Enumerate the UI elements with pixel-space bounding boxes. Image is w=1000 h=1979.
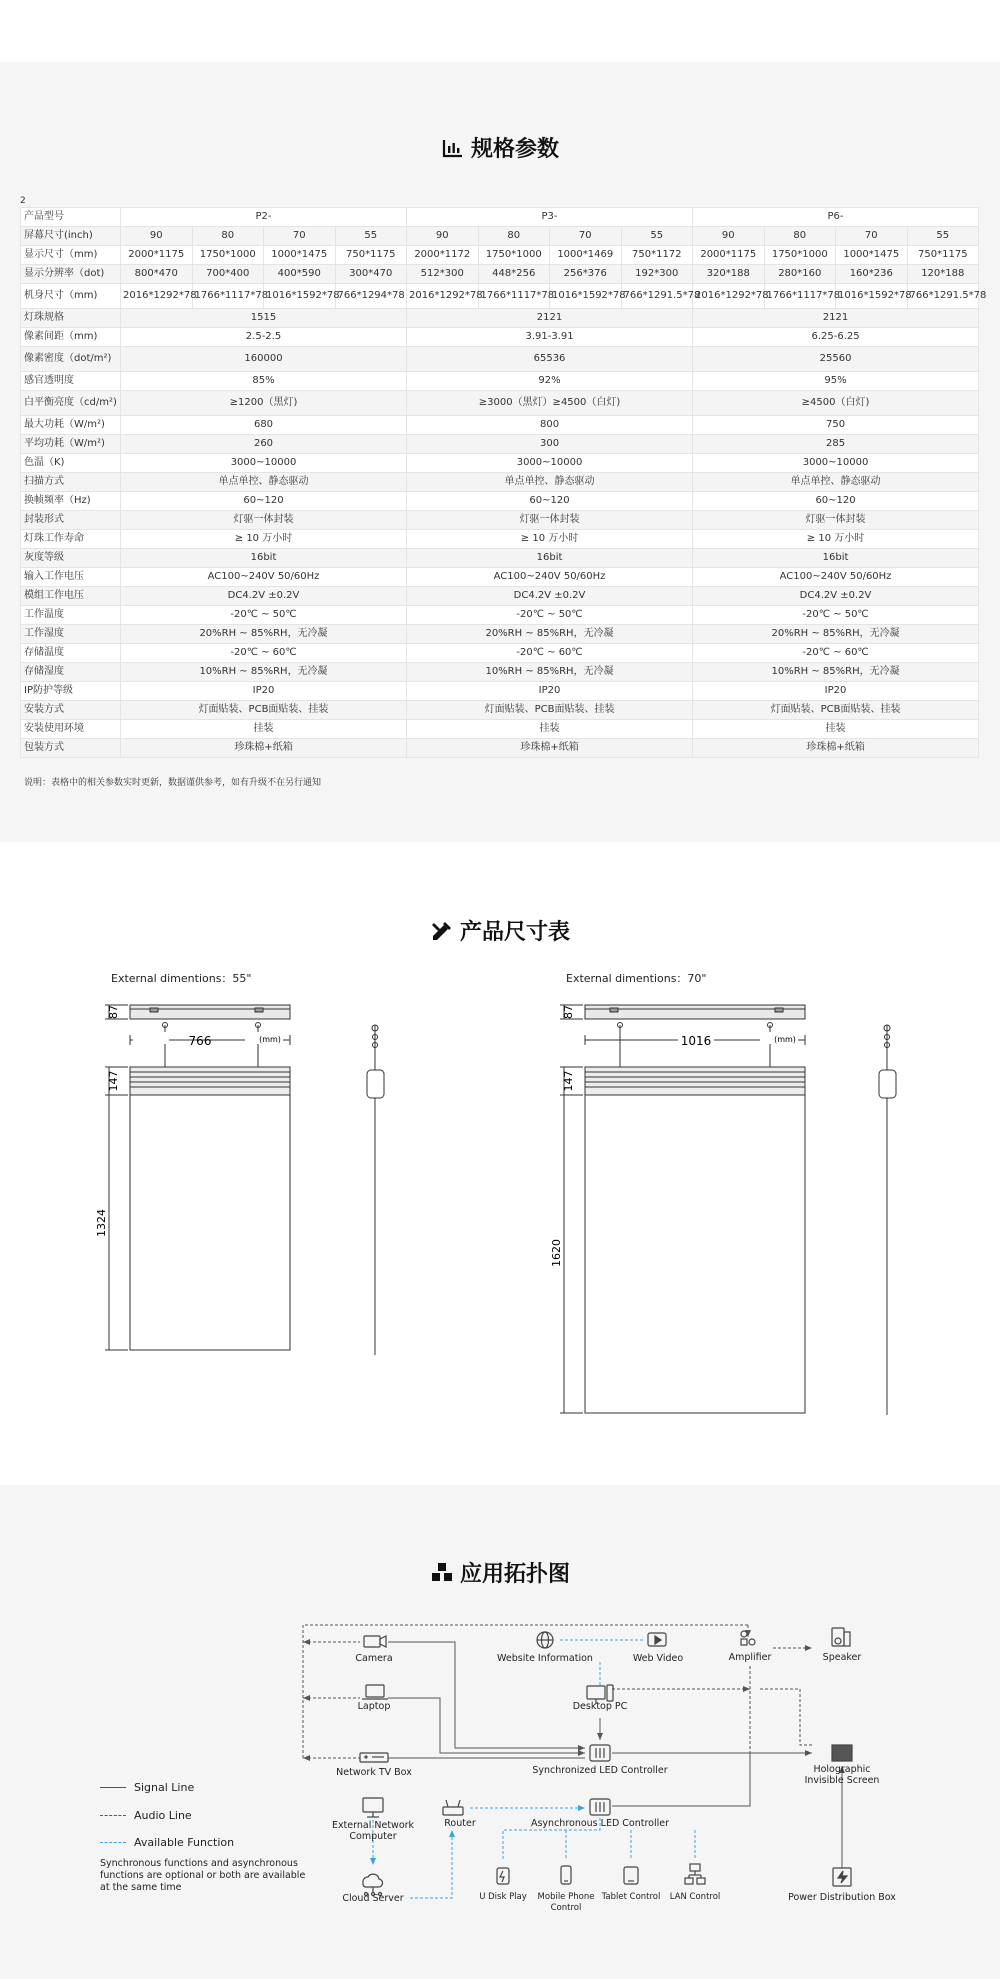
audio-line-label: Audio Line [134, 1809, 192, 1822]
row-label-cell: 灰度等级 [21, 549, 121, 568]
value-cell: 2.5-2.5 [121, 328, 407, 347]
table-row [21, 309, 979, 328]
value-cell: 85% [121, 372, 407, 391]
lan-control-label: LAN Control [669, 1892, 721, 1902]
screen-icon [832, 1745, 852, 1761]
table-row [21, 284, 979, 309]
row-label-cell: 存储温度 [21, 644, 121, 663]
value-cell: 80 [764, 227, 836, 246]
table-row [21, 208, 979, 227]
topology-title-text: 应用拓扑图 [459, 1562, 570, 1587]
value-cell: IP20 [407, 682, 693, 701]
dim-70-depth: 147 [562, 1070, 575, 1092]
row-label-cell: 显示分辨率（dot) [21, 265, 121, 284]
value-cell: 80 [478, 227, 550, 246]
value-cell: 750*1175 [907, 246, 979, 265]
amplifier-label: Amplifier [728, 1652, 772, 1663]
value-cell: 280*160 [764, 265, 836, 284]
power-box-icon [833, 1868, 851, 1886]
value-cell: 2000*1175 [693, 246, 765, 265]
website-information-label: Website Information [497, 1653, 593, 1664]
laptop-icon [362, 1685, 388, 1699]
model-header-cell: P6- [693, 208, 979, 227]
row-label-cell: 换帧频率（Hz) [21, 492, 121, 511]
table-row [21, 511, 979, 530]
cubes-icon [430, 1561, 454, 1585]
holographic-screen-label: Holographic Invisible Screen [804, 1764, 880, 1786]
value-cell: 1750*1000 [478, 246, 550, 265]
dim-70-width: 1016 [680, 1034, 712, 1048]
value-cell: 766*1294*78 [335, 284, 407, 309]
value-cell: 160000 [121, 347, 407, 372]
value-cell: 16bit [407, 549, 693, 568]
value-cell: 70 [264, 227, 336, 246]
value-cell: 单点单控、静态驱动 [407, 473, 693, 492]
bar-chart-icon [441, 136, 465, 160]
dim-55-unit: (mm) [259, 1035, 281, 1044]
value-cell: DC4.2V ±0.2V [121, 587, 407, 606]
row-label-cell: 显示尺寸（mm) [21, 246, 121, 265]
row-label-cell: IP防护等级 [21, 682, 121, 701]
value-cell: -20℃ ~ 60℃ [121, 644, 407, 663]
row-label-cell: 屏幕尺寸(inch) [21, 227, 121, 246]
value-cell: 挂装 [407, 720, 693, 739]
speaker-icon [832, 1628, 850, 1646]
table-row [21, 625, 979, 644]
value-cell: 90 [407, 227, 479, 246]
value-cell: 60~120 [407, 492, 693, 511]
value-cell: -20℃ ~ 50℃ [407, 606, 693, 625]
laptop-label: Laptop [357, 1701, 391, 1712]
value-cell: 80 [192, 227, 264, 246]
dim-55-top: 87 [107, 1005, 120, 1019]
row-label-cell: 包装方式 [21, 739, 121, 758]
value-cell: 25560 [693, 347, 979, 372]
value-cell: 1750*1000 [764, 246, 836, 265]
value-cell: 256*376 [550, 265, 622, 284]
value-cell: 1000*1475 [836, 246, 908, 265]
table-row [21, 663, 979, 682]
table-row [21, 644, 979, 663]
row-label-cell: 扫描方式 [21, 473, 121, 492]
computer-icon [363, 1798, 383, 1817]
value-cell: 1000*1469 [550, 246, 622, 265]
value-cell: 1750*1000 [192, 246, 264, 265]
signal-line-swatch [100, 1787, 126, 1788]
value-cell: 2016*1292*78 [693, 284, 765, 309]
table-row [21, 454, 979, 473]
value-cell: 16bit [121, 549, 407, 568]
table-row [21, 682, 979, 701]
table-row [21, 347, 979, 372]
camera-label: Camera [355, 1653, 393, 1664]
available-function-label: Available Function [134, 1836, 235, 1849]
spec-title [0, 132, 1000, 163]
value-cell: 3000~10000 [407, 454, 693, 473]
size-title [0, 915, 1000, 946]
table-row [21, 739, 979, 758]
router-label: Router [444, 1818, 476, 1829]
model-header-cell: P3- [407, 208, 693, 227]
value-cell: 灯驱一体封装 [121, 511, 407, 530]
mobile-phone-icon [561, 1866, 571, 1884]
table-row [21, 530, 979, 549]
table-row [21, 587, 979, 606]
value-cell: 192*300 [621, 265, 693, 284]
value-cell: 灯面贴装、PCB面贴装、挂装 [693, 701, 979, 720]
value-cell: 320*188 [693, 265, 765, 284]
value-cell: 6.25-6.25 [693, 328, 979, 347]
row-label-cell: 灯珠工作寿命 [21, 530, 121, 549]
value-cell: IP20 [693, 682, 979, 701]
value-cell: 灯驱一体封装 [693, 511, 979, 530]
value-cell: AC100~240V 50/60Hz [407, 568, 693, 587]
value-cell: 1766*1117*78 [764, 284, 836, 309]
table-row [21, 328, 979, 347]
value-cell: ≥4500（白灯) [693, 391, 979, 416]
value-cell: 挂装 [693, 720, 979, 739]
value-cell: 750*1172 [621, 246, 693, 265]
value-cell: 10%RH ~ 85%RH，无冷凝 [407, 663, 693, 682]
cloud-server-label: Cloud Server [342, 1893, 404, 1904]
value-cell: IP20 [121, 682, 407, 701]
value-cell: 10%RH ~ 85%RH，无冷凝 [693, 663, 979, 682]
value-cell: 300 [407, 435, 693, 454]
row-label-cell: 存储湿度 [21, 663, 121, 682]
value-cell: 珍珠棉+纸箱 [121, 739, 407, 758]
model-header-cell: P2- [121, 208, 407, 227]
value-cell: 单点单控、静态驱动 [121, 473, 407, 492]
table-row [21, 435, 979, 454]
value-cell: 2016*1292*78 [407, 284, 479, 309]
value-cell: 766*1291.5*78 [621, 284, 693, 309]
dim-55-depth: 147 [107, 1070, 120, 1092]
synchronized-led-controller-label: Synchronized LED Controller [532, 1765, 668, 1776]
size-title-text: 产品尺寸表 [459, 920, 570, 945]
row-label-cell: 机身尺寸（mm) [21, 284, 121, 309]
drawing-label-55: External dimentions：55" [111, 972, 252, 985]
globe-icon [537, 1632, 553, 1648]
dim-70-height: 1620 [550, 1239, 563, 1267]
dim-55-height: 1324 [95, 1209, 108, 1237]
value-cell: 3000~10000 [121, 454, 407, 473]
value-cell: 2016*1292*78 [121, 284, 193, 309]
value-cell: 285 [693, 435, 979, 454]
row-label-cell: 像素间距（mm) [21, 328, 121, 347]
value-cell: 1000*1475 [264, 246, 336, 265]
legend-signal-line [100, 1781, 194, 1794]
row-label-cell: 像素密度（dot/m²) [21, 347, 121, 372]
value-cell: 1016*1592*78 [836, 284, 908, 309]
value-cell: 700*400 [192, 265, 264, 284]
tablet-control-label: Tablet Control [601, 1892, 661, 1902]
value-cell: 65536 [407, 347, 693, 372]
value-cell: 680 [121, 416, 407, 435]
value-cell: 3000~10000 [693, 454, 979, 473]
row-label-cell: 灯珠规格 [21, 309, 121, 328]
value-cell: 512*300 [407, 265, 479, 284]
table-row [21, 372, 979, 391]
value-cell: 1016*1592*78 [550, 284, 622, 309]
table-row [21, 227, 979, 246]
spec-table [20, 207, 987, 758]
row-label-cell: 封装形式 [21, 511, 121, 530]
available-function-swatch [100, 1842, 126, 1843]
table-row [21, 549, 979, 568]
value-cell: 灯面贴装、PCB面贴装、挂装 [407, 701, 693, 720]
speaker-label: Speaker [822, 1652, 862, 1663]
table-row [21, 265, 979, 284]
value-cell: 1515 [121, 309, 407, 328]
legend-audio-line [100, 1809, 192, 1822]
value-cell: 55 [907, 227, 979, 246]
spec-note: 说明：表格中的相关参数实时更新，数据谨供参考，如有升级不在另行通知 [24, 778, 322, 788]
value-cell: 1766*1117*78 [478, 284, 550, 309]
value-cell: DC4.2V ±0.2V [693, 587, 979, 606]
row-label-cell: 工作温度 [21, 606, 121, 625]
dim-70-unit: (mm) [774, 1035, 796, 1044]
row-label-cell: 感官透明度 [21, 372, 121, 391]
table-row [21, 606, 979, 625]
value-cell: 260 [121, 435, 407, 454]
table-row [21, 701, 979, 720]
row-label-cell: 工作湿度 [21, 625, 121, 644]
router-icon [443, 1800, 463, 1815]
dimension-drawing-70 [550, 995, 910, 1420]
table-row [21, 246, 979, 265]
value-cell: -20℃ ~ 60℃ [407, 644, 693, 663]
value-cell: 珍珠棉+纸箱 [407, 739, 693, 758]
value-cell: 800 [407, 416, 693, 435]
value-cell: 95% [693, 372, 979, 391]
value-cell: 800*470 [121, 265, 193, 284]
value-cell: 20%RH ~ 85%RH，无冷凝 [407, 625, 693, 644]
value-cell: 750 [693, 416, 979, 435]
legend-available-function [100, 1836, 234, 1849]
signal-line-label: Signal Line [134, 1781, 195, 1794]
value-cell: 55 [621, 227, 693, 246]
row-label-cell: 安装方式 [21, 701, 121, 720]
controller-icon [590, 1745, 610, 1761]
lan-icon [685, 1864, 705, 1884]
value-cell: 70 [550, 227, 622, 246]
value-cell: 400*590 [264, 265, 336, 284]
value-cell: 1016*1592*78 [264, 284, 336, 309]
value-cell: 10%RH ~ 85%RH，无冷凝 [121, 663, 407, 682]
row-label-cell: 安装使用环境 [21, 720, 121, 739]
table-row [21, 492, 979, 511]
value-cell: 单点单控、静态驱动 [693, 473, 979, 492]
table-row [21, 391, 979, 416]
dim-55-width: 766 [188, 1034, 212, 1048]
row-label-cell: 模组工作电压 [21, 587, 121, 606]
row-label-cell: 平均功耗（W/m²) [21, 435, 121, 454]
value-cell: 750*1175 [335, 246, 407, 265]
value-cell: 2121 [407, 309, 693, 328]
u-disk-play-label: U Disk Play [479, 1892, 527, 1902]
tv-box-icon [360, 1753, 388, 1762]
value-cell: DC4.2V ±0.2V [407, 587, 693, 606]
spec-title-text: 规格参数 [470, 137, 559, 162]
value-cell: 3.91-3.91 [407, 328, 693, 347]
value-cell: 92% [407, 372, 693, 391]
value-cell: ≥ 10 万小时 [407, 530, 693, 549]
network-tv-box-label: Network TV Box [336, 1767, 412, 1778]
value-cell: 448*256 [478, 265, 550, 284]
web-video-label: Web Video [632, 1653, 684, 1664]
corner-number: 2 [20, 196, 26, 206]
value-cell: -20℃ ~ 50℃ [121, 606, 407, 625]
table-row [21, 416, 979, 435]
value-cell: 160*236 [836, 265, 908, 284]
value-cell: -20℃ ~ 50℃ [693, 606, 979, 625]
value-cell: 灯驱一体封装 [407, 511, 693, 530]
header-label-cell: 产品型号 [21, 208, 121, 227]
row-label-cell: 输入工作电压 [21, 568, 121, 587]
legend-note: Synchronous functions and asynchronous functions are optional or both are available at the same time [100, 1858, 306, 1893]
value-cell: 70 [836, 227, 908, 246]
video-icon [648, 1633, 666, 1646]
value-cell: 20%RH ~ 85%RH，无冷凝 [693, 625, 979, 644]
dim-70-top: 87 [562, 1005, 575, 1019]
value-cell: 300*470 [335, 265, 407, 284]
tablet-icon [624, 1867, 638, 1884]
table-row [21, 473, 979, 492]
value-cell: 120*188 [907, 265, 979, 284]
value-cell: 90 [121, 227, 193, 246]
value-cell: 2121 [693, 309, 979, 328]
value-cell: 1766*1117*78 [192, 284, 264, 309]
camera-icon [364, 1636, 386, 1647]
value-cell: ≥1200（黑灯) [121, 391, 407, 416]
row-label-cell: 最大功耗（W/m²) [21, 416, 121, 435]
value-cell: ≥3000（黑灯）≥4500（白灯) [407, 391, 693, 416]
dimension-drawing-55 [95, 995, 425, 1360]
ruler-pencil-icon [430, 919, 454, 943]
row-label-cell: 色温（K) [21, 454, 121, 473]
value-cell: 55 [335, 227, 407, 246]
asynchronous-led-controller-label: Asynchronous LED Controller [530, 1818, 670, 1829]
value-cell: 90 [693, 227, 765, 246]
value-cell: AC100~240V 50/60Hz [121, 568, 407, 587]
row-label-cell: 白平衡亮度（cd/m²) [21, 391, 121, 416]
value-cell: 珍珠棉+纸箱 [693, 739, 979, 758]
value-cell: 灯面贴装、PCB面贴装、挂装 [121, 701, 407, 720]
async-controller-icon [590, 1799, 610, 1815]
topology-title [0, 1557, 1000, 1588]
u-disk-icon [497, 1868, 509, 1884]
value-cell: 766*1291.5*78 [907, 284, 979, 309]
value-cell: AC100~240V 50/60Hz [693, 568, 979, 587]
value-cell: 20%RH ~ 85%RH，无冷凝 [121, 625, 407, 644]
value-cell: 60~120 [121, 492, 407, 511]
audio-line-swatch [100, 1815, 126, 1816]
desktop-pc-label: Desktop PC [572, 1701, 628, 1712]
external-network-computer-label: External Network Computer [331, 1820, 415, 1842]
value-cell: ≥ 10 万小时 [693, 530, 979, 549]
mobile-phone-control-label: Mobile Phone Control [537, 1892, 595, 1913]
power-distribution-box-label: Power Distribution Box [788, 1892, 896, 1903]
value-cell: 挂装 [121, 720, 407, 739]
table-row [21, 720, 979, 739]
drawing-label-70: External dimentions：70" [566, 972, 707, 985]
value-cell: 2000*1175 [121, 246, 193, 265]
value-cell: ≥ 10 万小时 [121, 530, 407, 549]
value-cell: 60~120 [693, 492, 979, 511]
table-row [21, 568, 979, 587]
value-cell: 16bit [693, 549, 979, 568]
value-cell: 2000*1172 [407, 246, 479, 265]
value-cell: -20℃ ~ 60℃ [693, 644, 979, 663]
